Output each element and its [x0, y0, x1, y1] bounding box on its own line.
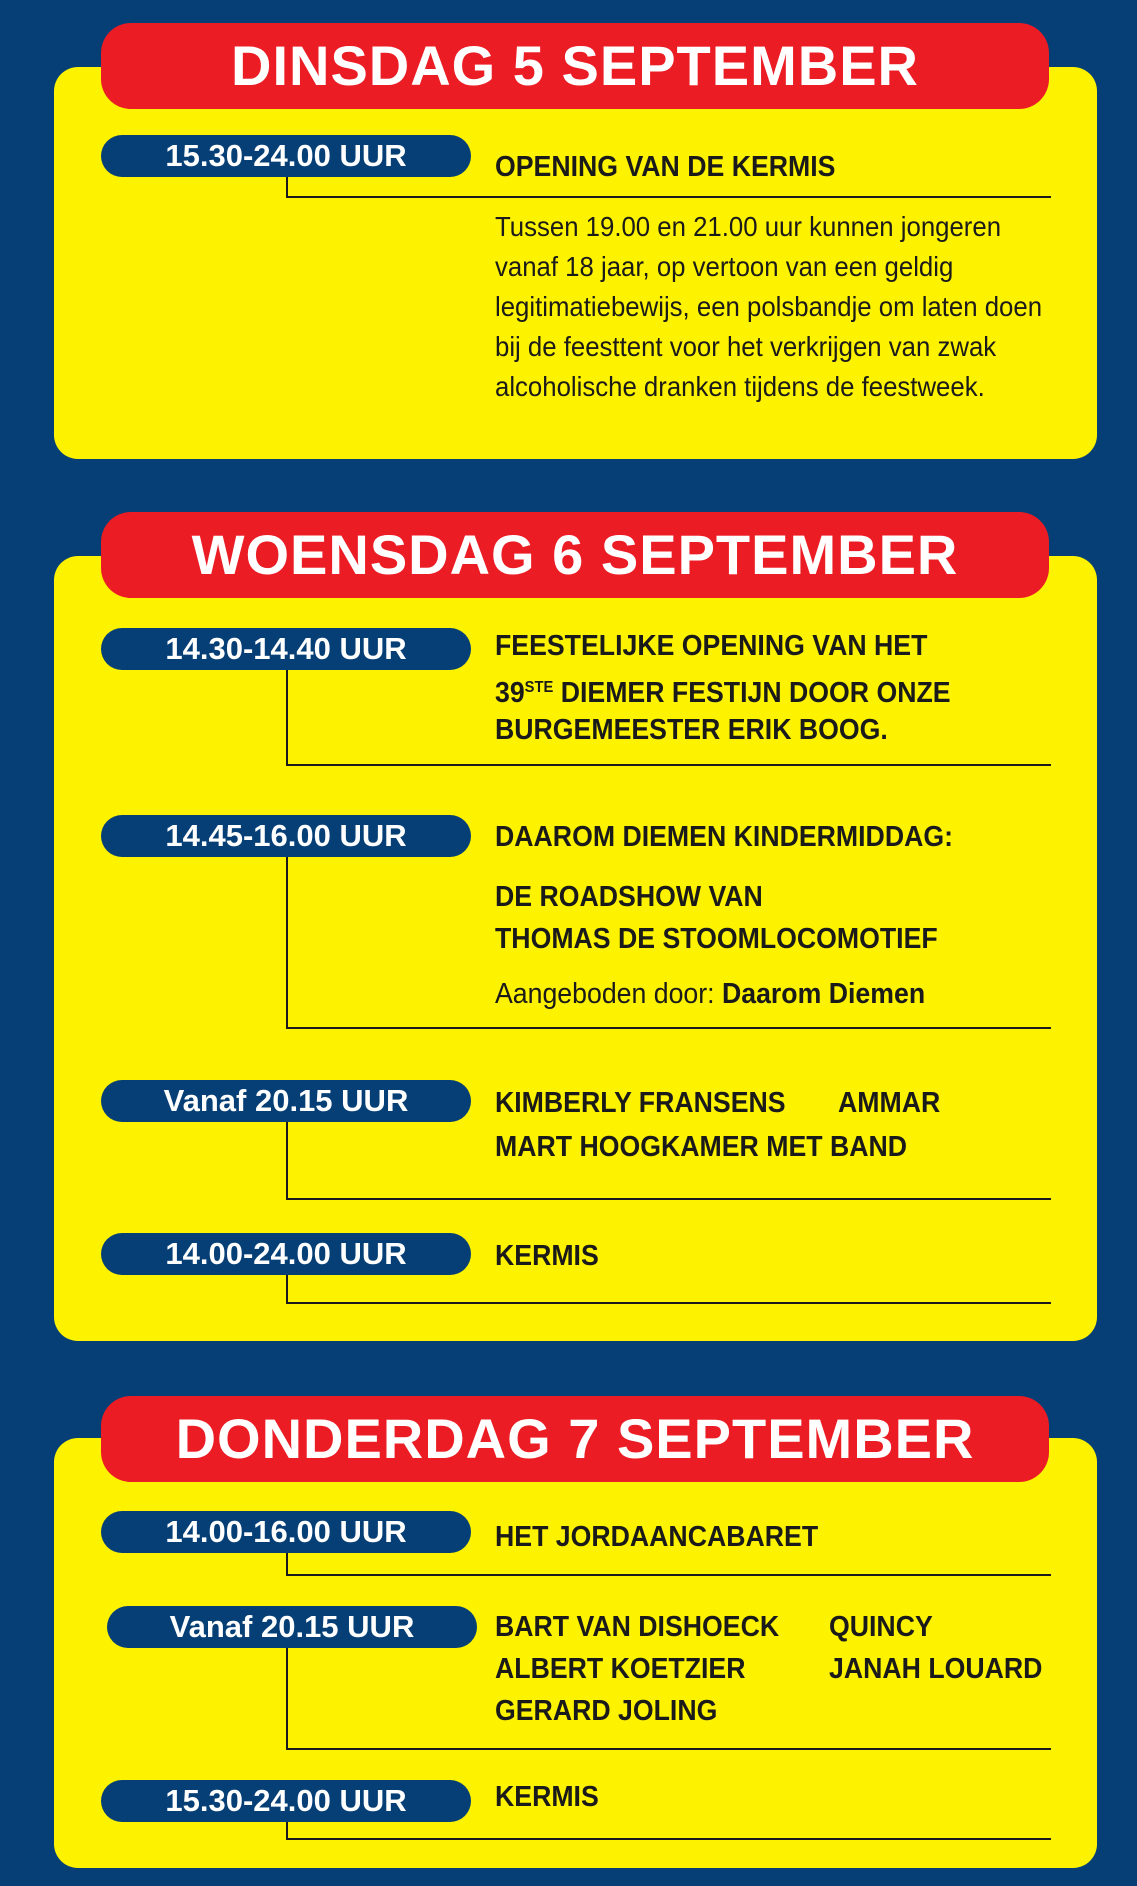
artist-name: GERARD JOLING [495, 1695, 718, 1727]
artist-name: AMMAR [838, 1087, 941, 1119]
event-title-line: DE ROADSHOW VAN [495, 881, 763, 913]
event-title-line: FEESTELIJKE OPENING VAN HET [495, 630, 928, 662]
connector-line [286, 177, 288, 197]
day-header-thursday: DONDERDAG 7 SEPTEMBER [101, 1396, 1049, 1482]
divider-line [286, 1748, 1051, 1750]
event-sponsor [495, 973, 925, 1015]
time-pill: 14.00-16.00 UUR [101, 1511, 471, 1553]
event-title-line: THOMAS DE STOOMLOCOMOTIEF [495, 923, 938, 955]
divider-line [286, 764, 1051, 766]
divider-line [286, 196, 1051, 198]
divider-line [286, 1838, 1051, 1840]
connector-line [286, 857, 288, 1029]
festival-edition-number: 39 [495, 677, 525, 709]
event-title: KERMIS [495, 1240, 599, 1272]
artist-name: QUINCY [829, 1611, 933, 1643]
artist-name: JANAH LOUARD [829, 1653, 1043, 1685]
connector-line [286, 1648, 288, 1750]
artist-name: BART VAN DISHOECK [495, 1611, 780, 1643]
time-pill: Vanaf 20.15 UUR [107, 1606, 477, 1648]
time-pill: Vanaf 20.15 UUR [101, 1080, 471, 1122]
artist-name: MART HOOGKAMER MET BAND [495, 1131, 908, 1163]
divider-line [286, 1027, 1051, 1029]
time-pill: 15.30-24.00 UUR [101, 135, 471, 177]
event-title-line: BURGEMEESTER ERIK BOOG. [495, 714, 888, 746]
sponsor-name: Daarom Diemen [721, 978, 926, 1010]
event-title: HET JORDAANCABARET [495, 1521, 819, 1553]
event-title: OPENING VAN DE KERMIS [495, 151, 836, 183]
connector-line [286, 1122, 288, 1200]
time-pill: 14.00-24.00 UUR [101, 1233, 471, 1275]
day-header-wednesday: WOENSDAG 6 SEPTEMBER [101, 512, 1049, 598]
sponsor-prefix: Aangeboden door: [495, 978, 715, 1010]
event-title-rest: DIEMER FESTIJN DOOR ONZE [560, 677, 951, 709]
day-header-tuesday: DINSDAG 5 SEPTEMBER [101, 23, 1049, 109]
ordinal-suffix: STE [524, 679, 554, 696]
event-title-line: DAAROM DIEMEN KINDERMIDDAG: [495, 821, 954, 853]
event-description: Tussen 19.00 en 21.00 uur kunnen jongeren vanaf 18 jaar, op vertoon van een geldig legitimatiebewijs, een polsbandje om laten doen bij de feesttent voor het verkrijgen van zwak alcoholische dranken tijdens de feestweek. [495, 211, 1043, 402]
time-pill: 14.45-16.00 UUR [101, 815, 471, 857]
connector-line [286, 1275, 288, 1303]
event-title-line [495, 667, 951, 714]
time-pill: 14.30-14.40 UUR [101, 628, 471, 670]
event-title: KERMIS [495, 1781, 599, 1813]
divider-line [286, 1574, 1051, 1576]
time-pill: 15.30-24.00 UUR [101, 1780, 471, 1822]
artist-name: ALBERT KOETZIER [495, 1653, 746, 1685]
artist-name: KIMBERLY FRANSENS [495, 1087, 786, 1119]
divider-line [286, 1302, 1051, 1304]
connector-line [286, 1553, 288, 1576]
divider-line [286, 1198, 1051, 1200]
connector-line [286, 670, 288, 766]
